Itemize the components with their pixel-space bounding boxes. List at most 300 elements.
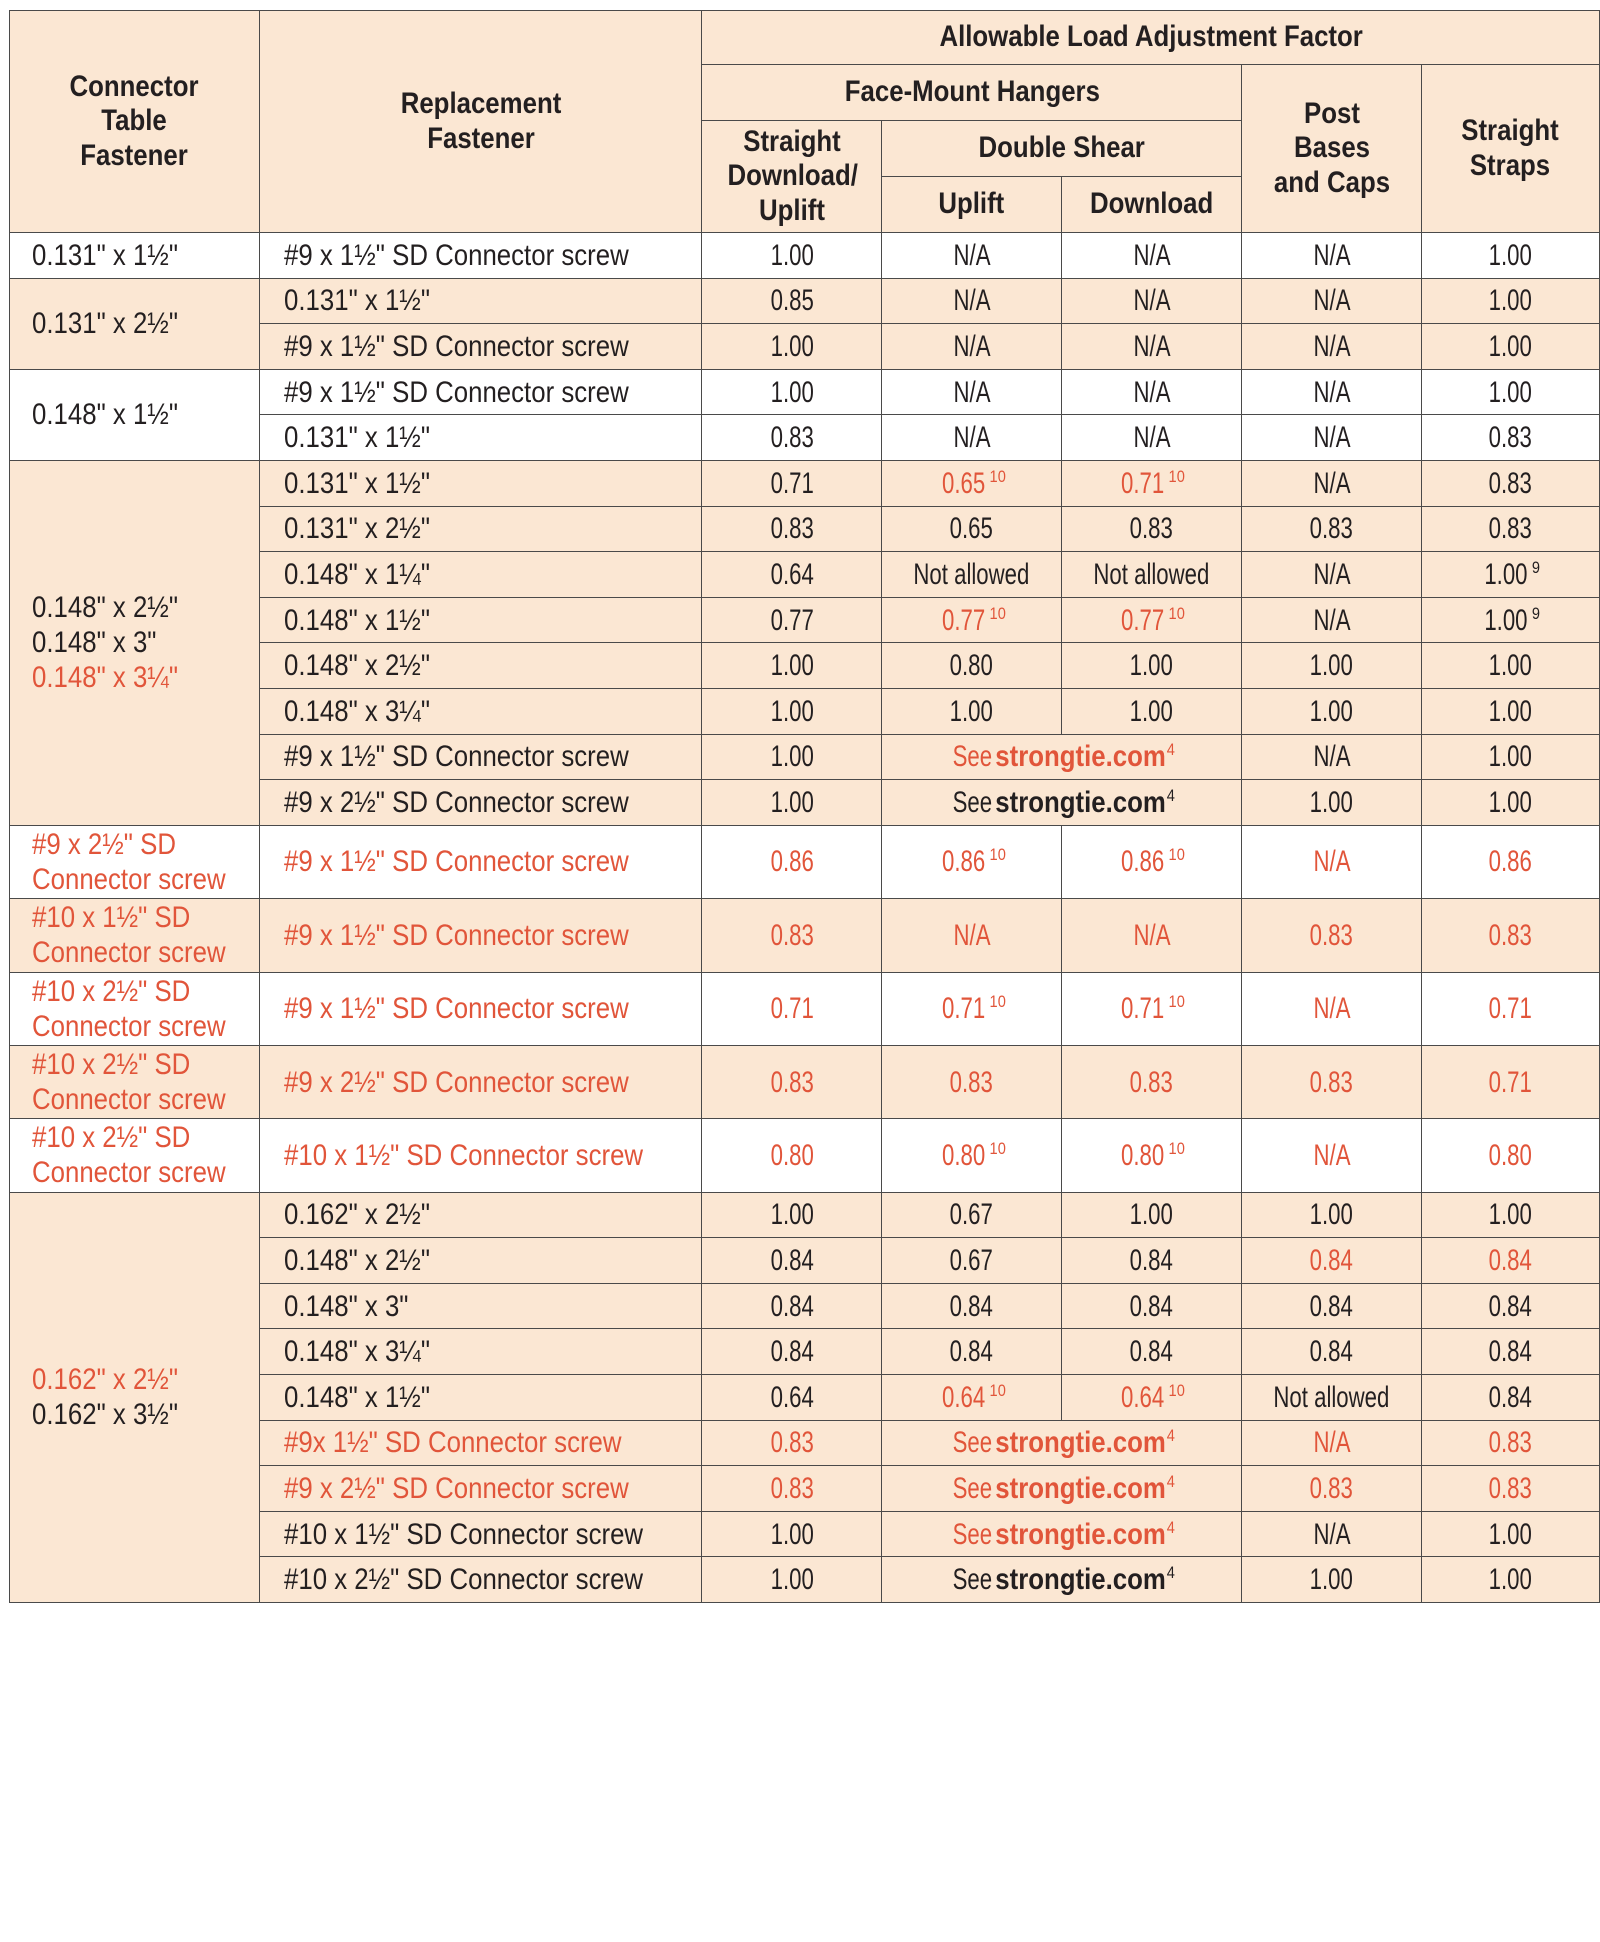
straight-straps-cell bbox=[1421, 825, 1599, 898]
double-shear-uplift-cell bbox=[882, 1192, 1062, 1238]
replacement-fastener-cell bbox=[259, 688, 702, 734]
replacement-fastener-cell bbox=[259, 1045, 702, 1118]
factor-value bbox=[1307, 1197, 1357, 1232]
factor-number: 1.00 bbox=[1130, 1198, 1174, 1232]
straight-straps-cell bbox=[1421, 688, 1599, 734]
factor-value bbox=[1310, 329, 1353, 364]
fastener-lines bbox=[32, 827, 226, 897]
replacement-fastener-label: #9 x 1½" SD Connector screw bbox=[283, 329, 629, 363]
factor-value bbox=[1307, 694, 1357, 729]
straight-straps-cell bbox=[1421, 1238, 1599, 1284]
see-strongtie-cell bbox=[882, 1420, 1242, 1466]
double-shear-uplift-cell bbox=[882, 369, 1062, 415]
factor-value bbox=[1130, 283, 1173, 318]
factor-number: N/A bbox=[1133, 375, 1171, 409]
factor-number: 0.83 bbox=[1310, 512, 1354, 546]
straight-download-uplift-cell bbox=[702, 688, 882, 734]
replacement-fastener-label: #10 x 1½" SD Connector screw bbox=[283, 1138, 643, 1172]
strongtie-link[interactable]: strongtie.com bbox=[995, 1563, 1166, 1597]
factor-value bbox=[1310, 420, 1353, 455]
factor-number: 0.83 bbox=[1488, 466, 1533, 500]
factor-value bbox=[767, 557, 817, 592]
double-shear-uplift-cell bbox=[882, 460, 1062, 506]
footnote-marker: 10 bbox=[1169, 1380, 1186, 1400]
factor-value bbox=[1485, 1138, 1535, 1173]
replacement-fastener-cell bbox=[259, 597, 702, 643]
factor-number: 1.00 bbox=[1130, 649, 1174, 683]
post-bases-and-caps-cell bbox=[1242, 552, 1422, 598]
replacement-fastener-label: #9 x 2½" SD Connector screw bbox=[283, 1065, 629, 1099]
double-shear-download-cell bbox=[1061, 506, 1241, 552]
factor-value bbox=[1485, 375, 1535, 410]
replacement-fastener-cell bbox=[259, 899, 702, 972]
factor-value bbox=[1485, 1471, 1535, 1506]
strongtie-link[interactable]: strongtie.com bbox=[995, 1426, 1166, 1460]
straight-straps-cell bbox=[1421, 597, 1599, 643]
connector-table-fastener-cell bbox=[10, 460, 260, 825]
factor-value bbox=[947, 1197, 997, 1232]
see-prefix: See bbox=[952, 740, 992, 774]
double-shear-uplift-cell bbox=[882, 415, 1062, 461]
factor-number: 0.71 bbox=[1121, 992, 1165, 1026]
factor-number: N/A bbox=[1313, 238, 1351, 272]
double-shear-uplift-cell bbox=[882, 1283, 1062, 1329]
factor-value bbox=[1481, 603, 1540, 638]
factor-value bbox=[1485, 918, 1535, 953]
factor-number: 0.67 bbox=[950, 1244, 994, 1278]
replacement-fastener-cell bbox=[259, 233, 702, 279]
straight-download-uplift-cell bbox=[702, 1420, 882, 1466]
factor-value bbox=[1118, 466, 1185, 501]
straight-straps-cell bbox=[1421, 278, 1599, 324]
post-bases-and-caps-cell bbox=[1242, 688, 1422, 734]
straight-straps-cell bbox=[1421, 1420, 1599, 1466]
fastener-line: #10 x 2½" SD bbox=[32, 1047, 191, 1081]
table-row bbox=[10, 1045, 1600, 1118]
straight-straps-cell bbox=[1421, 1045, 1599, 1118]
factor-number: 1.00 bbox=[770, 1198, 814, 1232]
header-connector-table-fastener: Connector Table Fastener bbox=[10, 11, 260, 233]
footnote-marker: 10 bbox=[989, 1380, 1006, 1400]
header-face-mount-hangers: Face-Mount Hangers bbox=[702, 65, 1242, 121]
double-shear-download-cell bbox=[1061, 688, 1241, 734]
factor-value bbox=[950, 329, 993, 364]
factor-number: 1.00 bbox=[1488, 1563, 1533, 1597]
replacement-fastener-cell bbox=[259, 1557, 702, 1603]
factor-number: 1.00 bbox=[770, 375, 814, 409]
fastener-lines bbox=[32, 238, 178, 273]
fastener-lines bbox=[32, 974, 226, 1044]
post-bases-and-caps-cell bbox=[1242, 1466, 1422, 1512]
factor-value bbox=[1118, 844, 1185, 879]
post-bases-and-caps-cell bbox=[1242, 1557, 1422, 1603]
fastener-line: 0.148" x 3¼" bbox=[32, 661, 178, 695]
replacement-fastener-label: #9 x 1½" SD Connector screw bbox=[283, 845, 629, 879]
footnote-marker: 9 bbox=[1531, 603, 1541, 623]
see-strongtie-cell bbox=[882, 1511, 1242, 1557]
double-shear-download-cell bbox=[1061, 1119, 1241, 1192]
factor-number: N/A bbox=[1313, 329, 1351, 363]
replacement-fastener-cell bbox=[259, 369, 702, 415]
replacement-fastener-label: #9x 1½" SD Connector screw bbox=[283, 1426, 622, 1460]
factor-value bbox=[1310, 283, 1353, 318]
factor-value bbox=[1127, 1334, 1177, 1369]
replacement-fastener-label: #9 x 2½" SD Connector screw bbox=[283, 1471, 629, 1505]
factor-number: 0.71 bbox=[770, 992, 814, 1026]
factor-number: N/A bbox=[953, 918, 991, 952]
factor-value bbox=[767, 466, 817, 501]
factor-value bbox=[767, 739, 817, 774]
replacement-fastener-cell bbox=[259, 1511, 702, 1557]
factor-value bbox=[1485, 238, 1535, 273]
replacement-fastener-label: 0.131" x 1½" bbox=[283, 466, 430, 500]
straight-download-uplift-cell bbox=[702, 1045, 882, 1118]
post-bases-and-caps-cell bbox=[1242, 1511, 1422, 1557]
factor-number: N/A bbox=[1313, 557, 1351, 591]
strongtie-link[interactable]: strongtie.com bbox=[995, 785, 1166, 819]
replacement-fastener-label: #10 x 2½" SD Connector screw bbox=[283, 1563, 643, 1597]
see-strongtie-text bbox=[949, 1517, 1175, 1552]
factor-value bbox=[1130, 329, 1173, 364]
factor-number: 0.84 bbox=[1310, 1335, 1354, 1369]
factor-value bbox=[1485, 1425, 1535, 1460]
factor-number: 0.71 bbox=[1488, 992, 1533, 1026]
post-bases-and-caps-cell bbox=[1242, 1192, 1422, 1238]
table-row bbox=[10, 825, 1600, 898]
straight-straps-cell bbox=[1421, 1466, 1599, 1512]
factor-value bbox=[767, 1471, 817, 1506]
factor-number: 0.83 bbox=[770, 512, 814, 546]
replacement-fastener-label: 0.148" x 3¼" bbox=[283, 694, 430, 728]
straight-straps-cell bbox=[1421, 972, 1599, 1045]
factor-number: 1.00 bbox=[770, 785, 814, 819]
fastener-lines bbox=[32, 590, 178, 695]
factor-number: N/A bbox=[1133, 329, 1171, 363]
factor-number: N/A bbox=[1313, 845, 1351, 879]
straight-straps-cell bbox=[1421, 643, 1599, 689]
factor-value bbox=[767, 785, 817, 820]
double-shear-download-cell bbox=[1061, 825, 1241, 898]
factor-number: 0.84 bbox=[1488, 1244, 1533, 1278]
straight-download-uplift-cell bbox=[702, 972, 882, 1045]
straight-straps-cell bbox=[1421, 369, 1599, 415]
factor-value bbox=[1485, 420, 1535, 455]
factor-value bbox=[1485, 283, 1535, 318]
factor-number: 1.00 bbox=[1484, 557, 1528, 591]
factor-number: 0.86 bbox=[1488, 845, 1533, 879]
factor-number: 0.84 bbox=[1310, 1289, 1354, 1323]
replacement-fastener-cell bbox=[259, 1375, 702, 1421]
factor-number: 0.84 bbox=[770, 1335, 814, 1369]
factor-value bbox=[1310, 557, 1353, 592]
fastener-line: 0.131" x 2½" bbox=[32, 307, 178, 341]
factor-number: Not allowed bbox=[1093, 557, 1210, 591]
factor-number: 0.83 bbox=[1130, 1065, 1174, 1099]
factor-number: 0.84 bbox=[1130, 1289, 1174, 1323]
replacement-fastener-cell bbox=[259, 324, 702, 370]
straight-download-uplift-cell bbox=[702, 1466, 882, 1512]
straight-straps-cell bbox=[1421, 415, 1599, 461]
table-row bbox=[10, 460, 1600, 506]
replacement-fastener-label: 0.131" x 2½" bbox=[283, 512, 430, 546]
post-bases-and-caps-cell bbox=[1242, 369, 1422, 415]
factor-value bbox=[947, 1289, 997, 1324]
factor-value bbox=[1264, 1380, 1399, 1415]
factor-number: 0.67 bbox=[950, 1198, 994, 1232]
factor-value bbox=[1310, 1517, 1353, 1552]
double-shear-download-cell bbox=[1061, 899, 1241, 972]
factor-value bbox=[1127, 648, 1177, 683]
connector-table-fastener-cell bbox=[10, 278, 260, 369]
see-strongtie-text bbox=[949, 739, 1175, 774]
factor-value bbox=[947, 648, 997, 683]
factor-value bbox=[1307, 1243, 1357, 1278]
factor-number: 0.83 bbox=[1130, 512, 1174, 546]
factor-value bbox=[1485, 785, 1535, 820]
double-shear-download-cell bbox=[1061, 460, 1241, 506]
factor-value bbox=[1118, 1380, 1185, 1415]
replacement-fastener-cell bbox=[259, 415, 702, 461]
factor-value bbox=[938, 991, 1005, 1026]
factor-number: 0.83 bbox=[770, 918, 814, 952]
factor-number: 1.00 bbox=[1488, 238, 1533, 272]
see-prefix: See bbox=[952, 1471, 992, 1505]
factor-value bbox=[938, 466, 1005, 501]
table-row bbox=[10, 1192, 1600, 1238]
factor-value bbox=[904, 557, 1039, 592]
straight-straps-cell bbox=[1421, 324, 1599, 370]
factor-number: 1.00 bbox=[770, 740, 814, 774]
factor-number: 0.64 bbox=[1121, 1380, 1165, 1414]
factor-value bbox=[1485, 1065, 1535, 1100]
table-row bbox=[10, 972, 1600, 1045]
footnote-marker: 4 bbox=[1166, 1471, 1175, 1491]
post-bases-and-caps-cell bbox=[1242, 1119, 1422, 1192]
straight-download-uplift-cell bbox=[702, 460, 882, 506]
factor-value bbox=[1307, 648, 1357, 683]
factor-number: N/A bbox=[953, 284, 991, 318]
factor-number: 0.84 bbox=[1488, 1380, 1533, 1414]
factor-number: N/A bbox=[1133, 238, 1171, 272]
factor-number: 0.84 bbox=[1310, 1244, 1354, 1278]
replacement-fastener-label: 0.148" x 1½" bbox=[283, 603, 430, 637]
replacement-fastener-label: 0.131" x 1½" bbox=[283, 284, 430, 318]
factor-number: 1.00 bbox=[770, 649, 814, 683]
replacement-fastener-label: 0.131" x 1½" bbox=[283, 421, 430, 455]
factor-number: 0.77 bbox=[770, 603, 814, 637]
factor-number: N/A bbox=[1313, 284, 1351, 318]
straight-download-uplift-cell bbox=[702, 780, 882, 826]
replacement-fastener-label: 0.148" x 1½" bbox=[283, 1380, 430, 1414]
factor-number: 0.84 bbox=[950, 1289, 994, 1323]
factor-number: N/A bbox=[1133, 918, 1171, 952]
fastener-line: #10 x 1½" SD bbox=[32, 901, 191, 935]
factor-value bbox=[1310, 603, 1353, 638]
factor-number: 1.00 bbox=[1488, 649, 1533, 683]
connector-table-fastener-cell bbox=[10, 1045, 260, 1118]
see-prefix: See bbox=[952, 785, 992, 819]
factor-number: N/A bbox=[1313, 992, 1351, 1026]
strongtie-link[interactable]: strongtie.com bbox=[995, 740, 1166, 774]
factor-value bbox=[1130, 375, 1173, 410]
factor-number: 0.84 bbox=[1488, 1335, 1533, 1369]
factor-value bbox=[938, 603, 1005, 638]
fastener-line: #9 x 2½" SD bbox=[32, 827, 176, 861]
header-replacement-fastener: Replacement Fastener bbox=[259, 11, 702, 233]
table-row bbox=[10, 1119, 1600, 1192]
see-strongtie-cell bbox=[882, 1557, 1242, 1603]
post-bases-and-caps-cell bbox=[1242, 1375, 1422, 1421]
header-straight-straps: Straight Straps bbox=[1421, 65, 1599, 233]
double-shear-download-cell bbox=[1061, 643, 1241, 689]
straight-straps-cell bbox=[1421, 1511, 1599, 1557]
factor-value bbox=[950, 238, 993, 273]
connector-table-fastener-cell bbox=[10, 369, 260, 460]
factor-value bbox=[1118, 991, 1185, 1026]
factor-number: 1.00 bbox=[1488, 785, 1533, 819]
factor-number: N/A bbox=[953, 238, 991, 272]
double-shear-download-cell bbox=[1061, 1192, 1241, 1238]
factor-value bbox=[767, 238, 817, 273]
replacement-fastener-cell bbox=[259, 506, 702, 552]
factor-number: 0.83 bbox=[950, 1065, 994, 1099]
connector-table-fastener-cell bbox=[10, 825, 260, 898]
fastener-lines bbox=[32, 397, 178, 432]
factor-value bbox=[767, 694, 817, 729]
factor-number: 0.64 bbox=[770, 1380, 814, 1414]
factor-value bbox=[767, 1243, 817, 1278]
factor-value bbox=[767, 648, 817, 683]
factor-value bbox=[1127, 1243, 1177, 1278]
footnote-marker: 10 bbox=[989, 992, 1006, 1012]
factor-value bbox=[1485, 991, 1535, 1026]
factor-number: 0.77 bbox=[941, 603, 985, 637]
factor-number: 0.71 bbox=[941, 992, 985, 1026]
factor-number: 0.64 bbox=[941, 1380, 985, 1414]
see-strongtie-text bbox=[949, 785, 1175, 820]
straight-straps-cell bbox=[1421, 1192, 1599, 1238]
replacement-fastener-cell bbox=[259, 1466, 702, 1512]
factor-value bbox=[1130, 918, 1173, 953]
replacement-fastener-cell bbox=[259, 825, 702, 898]
factor-value bbox=[1310, 1138, 1353, 1173]
replacement-fastener-cell bbox=[259, 1329, 702, 1375]
straight-straps-cell bbox=[1421, 1329, 1599, 1375]
factor-value bbox=[1307, 1334, 1357, 1369]
see-strongtie-cell bbox=[882, 734, 1242, 780]
header-double-shear: Double Shear bbox=[882, 121, 1242, 177]
straight-download-uplift-cell bbox=[702, 643, 882, 689]
factor-number: 0.65 bbox=[941, 466, 985, 500]
straight-download-uplift-cell bbox=[702, 278, 882, 324]
see-strongtie-text bbox=[949, 1562, 1175, 1597]
factor-value bbox=[1310, 375, 1353, 410]
straight-download-uplift-cell bbox=[702, 1329, 882, 1375]
double-shear-download-cell bbox=[1061, 369, 1241, 415]
factor-number: 0.84 bbox=[950, 1335, 994, 1369]
double-shear-download-cell bbox=[1061, 552, 1241, 598]
factor-number: 1.00 bbox=[1488, 694, 1533, 728]
factor-value bbox=[767, 1334, 817, 1369]
factor-number: 0.83 bbox=[1488, 1426, 1533, 1460]
factor-value bbox=[767, 375, 817, 410]
strongtie-link[interactable]: strongtie.com bbox=[995, 1471, 1166, 1505]
factor-number: 1.00 bbox=[770, 1517, 814, 1551]
fastener-lines bbox=[32, 900, 226, 970]
see-strongtie-cell bbox=[882, 1466, 1242, 1512]
factor-number: 1.00 bbox=[1310, 1198, 1354, 1232]
replacement-fastener-label: #9 x 1½" SD Connector screw bbox=[283, 918, 629, 952]
see-prefix: See bbox=[952, 1426, 992, 1460]
post-bases-and-caps-cell bbox=[1242, 1045, 1422, 1118]
straight-download-uplift-cell bbox=[702, 825, 882, 898]
factor-number: 1.00 bbox=[1488, 375, 1533, 409]
factor-number: 1.00 bbox=[950, 694, 994, 728]
post-bases-and-caps-cell bbox=[1242, 972, 1422, 1045]
straight-straps-cell bbox=[1421, 506, 1599, 552]
double-shear-uplift-cell bbox=[882, 552, 1062, 598]
factor-value bbox=[767, 511, 817, 546]
header-allowable-load-adjustment-factor: Allowable Load Adjustment Factor bbox=[702, 11, 1600, 65]
footnote-marker: 10 bbox=[1169, 466, 1186, 486]
post-bases-and-caps-cell bbox=[1242, 899, 1422, 972]
straight-download-uplift-cell bbox=[702, 1511, 882, 1557]
factor-value bbox=[767, 991, 817, 1026]
factor-value bbox=[938, 1138, 1005, 1173]
factor-value bbox=[1307, 511, 1357, 546]
straight-download-uplift-cell bbox=[702, 324, 882, 370]
factor-number: 1.00 bbox=[1484, 603, 1528, 637]
factor-number: N/A bbox=[953, 375, 991, 409]
see-prefix: See bbox=[952, 1563, 992, 1597]
factor-value bbox=[1485, 1289, 1535, 1324]
factor-value bbox=[1307, 918, 1357, 953]
footnote-marker: 4 bbox=[1166, 785, 1175, 805]
factor-value bbox=[767, 329, 817, 364]
see-prefix: See bbox=[952, 1517, 992, 1551]
see-strongtie-text bbox=[949, 1425, 1175, 1460]
double-shear-download-cell bbox=[1061, 324, 1241, 370]
factor-value bbox=[1310, 739, 1353, 774]
see-strongtie-text bbox=[949, 1471, 1175, 1506]
factor-number: 0.83 bbox=[770, 1426, 814, 1460]
factor-value bbox=[1310, 238, 1353, 273]
factor-value bbox=[1485, 1517, 1535, 1552]
factor-number: 1.00 bbox=[1488, 284, 1533, 318]
factor-value bbox=[1485, 648, 1535, 683]
strongtie-link[interactable]: strongtie.com bbox=[995, 1517, 1166, 1551]
factor-number: 1.00 bbox=[1488, 1517, 1533, 1551]
factor-number: 1.00 bbox=[770, 1563, 814, 1597]
replacement-fastener-cell bbox=[259, 643, 702, 689]
replacement-fastener-cell bbox=[259, 1192, 702, 1238]
post-bases-and-caps-cell bbox=[1242, 1329, 1422, 1375]
factor-value bbox=[1307, 1471, 1357, 1506]
factor-number: 0.71 bbox=[770, 466, 814, 500]
factor-number: 0.84 bbox=[1130, 1335, 1174, 1369]
factor-number: 0.71 bbox=[1488, 1065, 1533, 1099]
replacement-fastener-cell bbox=[259, 1420, 702, 1466]
double-shear-uplift-cell bbox=[882, 972, 1062, 1045]
post-bases-and-caps-cell bbox=[1242, 324, 1422, 370]
factor-value bbox=[950, 420, 993, 455]
factor-value bbox=[767, 1425, 817, 1460]
factor-value bbox=[938, 1380, 1005, 1415]
replacement-fastener-label: #9 x 1½" SD Connector screw bbox=[283, 238, 629, 272]
factor-value bbox=[1118, 1138, 1185, 1173]
post-bases-and-caps-cell bbox=[1242, 460, 1422, 506]
factor-value bbox=[1310, 1425, 1353, 1460]
